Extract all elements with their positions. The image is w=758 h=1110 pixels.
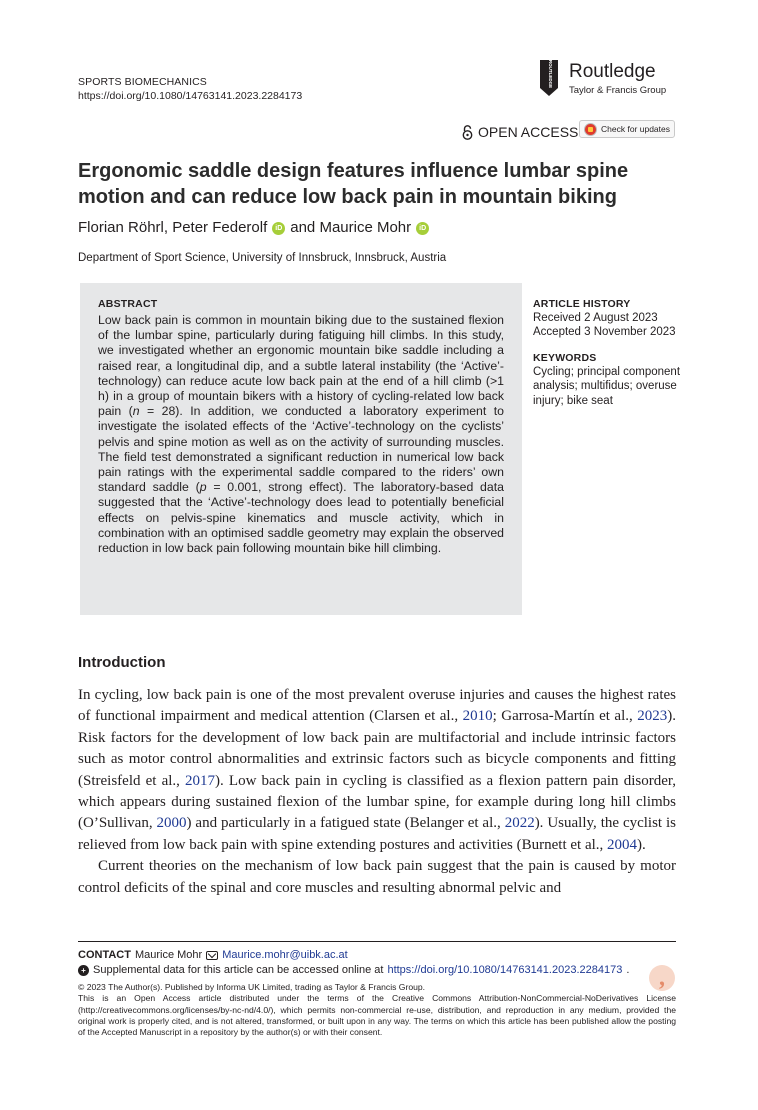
contact-email-link[interactable]: Maurice.mohr@uibk.ac.at [222, 949, 348, 961]
contact-label: CONTACT [78, 949, 131, 961]
keywords [533, 352, 683, 408]
affiliation: Department of Sport Science, University of Innsbruck, Innsbruck, Austria [78, 252, 447, 264]
article-doi[interactable]: https://doi.org/10.1080/14763141.2023.2284173 [78, 90, 303, 102]
copyright-line: © 2023 The Author(s). Published by Informa UK Limited, trading as Taylor & Francis Group. [78, 982, 426, 992]
journal-name: SPORTS BIOMECHANICS [78, 76, 207, 88]
article-history [533, 298, 676, 340]
abstract-text [98, 313, 504, 556]
routledge-logo-icon [538, 58, 560, 98]
abstract-part-2: = 28). In addition, we conducted a laboratory experiment to investigate the isolated effects of the ‘Active’-technology on the cyclists’ pelvis and spine motion as well as on the activity of surrounding muscles. The field test demonstrated a significant reduction in numerical low back pain ratings with the experimental saddle compared to the riders’ own standard saddle ( [98, 404, 504, 495]
license-text: This is an Open Access article distributed under the terms of the Creative Commons Attribution-NonCommercial-NoDerivatives License (http://creativecommons.org/licenses/by-nc-nd/4.0/), which permits non-commercial re-use, distribution, and reproduction in any medium, provided the original work is properly cited, and is not altered, transformed, or built upon in any way. The terms on which this article has been published allow the posting of the Accepted Manuscript in a repository by the author(s) or with their consent. [78, 993, 676, 1038]
check-updates-label: Check for updates [601, 124, 670, 134]
abstract-part-3: = 0.001, strong effect). The laboratory-based data suggested that the ‘Active’-technology does lead to potentially beneficial effects on pelvis-spine kinematics and muscle activity, which in combination with an optimised saddle geometry may explain the observed reduction in low back pain following mountain bike hill climbing. [98, 480, 504, 556]
publisher-subtitle: Taylor & Francis Group [569, 85, 667, 96]
author-list [78, 218, 431, 238]
supplemental-end: . [626, 964, 630, 976]
supplemental-text: Supplemental data for this article can be accessed online at [93, 964, 384, 976]
authors-first: Florian Röhrl, Peter Federolf [78, 219, 268, 236]
citation-link[interactable]: 2023 [637, 708, 668, 725]
history-heading: ARTICLE HISTORY [533, 298, 631, 310]
abstract-heading: ABSTRACT [98, 298, 158, 310]
abstract-n-var: n [132, 404, 140, 419]
article-title: Ergonomic saddle design features influence lumbar spine motion and can reduce low back pain in mountain biking [78, 160, 629, 208]
keywords-text: Cycling; principal component analysis; multifidus; overuse injury; bike seat [533, 366, 681, 407]
section-heading-introduction: Introduction [78, 654, 166, 671]
abstract-part-1: Low back pain is common in mountain biking due to the sustained flexion of the lumbar spine, particularly during fatiguing hill climbs. In this study, we investigated whether an ergonomic mountain bike saddle including a raised rear, a longitudinal dip, and a subtle lateral instability (the ‘Active’-technology) can reduce acute low back pain at the end of a hill climb (>1 h) in a group of mountain bikers with a history of cycling-related low back pain ( [98, 313, 504, 419]
check-for-updates-button[interactable] [579, 120, 675, 138]
supplemental-link[interactable]: https://doi.org/10.1080/14763141.2023.2284173 [387, 964, 623, 976]
contact-line [78, 948, 348, 963]
intro-text: ) and particularly in a fatigued state (Belanger et al., [186, 815, 505, 832]
intro-paragraph-1 [78, 685, 676, 856]
orcid-icon[interactable]: iD [416, 222, 429, 235]
keywords-heading: KEYWORDS [533, 352, 597, 364]
citation-link[interactable]: 2017 [185, 772, 216, 789]
intro-text: ). Low back pain in cycling is classified as a flexion pattern pain disorder, which appears during sustained flexion of the lumbar spine, for example during long hill climbs (O’Sullivan, [78, 772, 676, 832]
orcid-icon[interactable]: iD [272, 222, 285, 235]
citation-link[interactable]: 2022 [504, 815, 535, 832]
supplemental-data-icon: + [78, 965, 89, 976]
history-received: Received 2 August 2023 [533, 312, 658, 324]
publisher-mark-text: ROUTLEDGE [548, 59, 553, 89]
citation-link[interactable]: 2000 [156, 815, 187, 832]
footer-divider [78, 941, 676, 942]
open-access-badge [462, 123, 578, 141]
email-icon [206, 951, 218, 960]
abstract-p-var: p [199, 480, 207, 495]
intro-text: ; Garrosa-Martín et al., [492, 708, 638, 725]
history-accepted: Accepted 3 November 2023 [533, 326, 676, 339]
publisher-name: Routledge [569, 61, 656, 82]
contact-name: Maurice Mohr [134, 949, 203, 961]
supplemental-line [78, 963, 629, 978]
citation-link[interactable]: 2004 [607, 836, 638, 853]
crossmark-icon [584, 123, 597, 136]
copyright-block [78, 982, 676, 1038]
intro-text: ). Risk factors for the development of low back pain are multifactorial and include intrinsic factors such as motor control abnormalities and extrinsic factors such as bicycle components and fitting (Streisfeld et al., [78, 708, 676, 789]
authors-last: and Maurice Mohr [290, 219, 412, 236]
intro-paragraph-2: Current theories on the mechanism of low back pain suggest that the pain is caused by motor control deficits of the spinal and core muscles and resulting abnormal pelvic and [78, 858, 676, 896]
citation-link[interactable]: 2010 [462, 708, 493, 725]
intro-text: ). [637, 836, 646, 853]
intro-text: In cycling, low back pain is one of the most prevalent overuse injuries and causes the highest rates of functional impairment and medical attention (Clarsen et al., [78, 687, 676, 725]
intro-text: ). Usually, the cyclist is relieved from low back pain with spine extending postures and activities (Burnett et al., [78, 815, 677, 853]
publisher-logo [538, 58, 678, 102]
publisher-watermark-icon: , [649, 965, 675, 991]
open-lock-icon [462, 125, 473, 140]
open-access-label: OPEN ACCESS [478, 124, 579, 140]
introduction-body [78, 685, 676, 899]
